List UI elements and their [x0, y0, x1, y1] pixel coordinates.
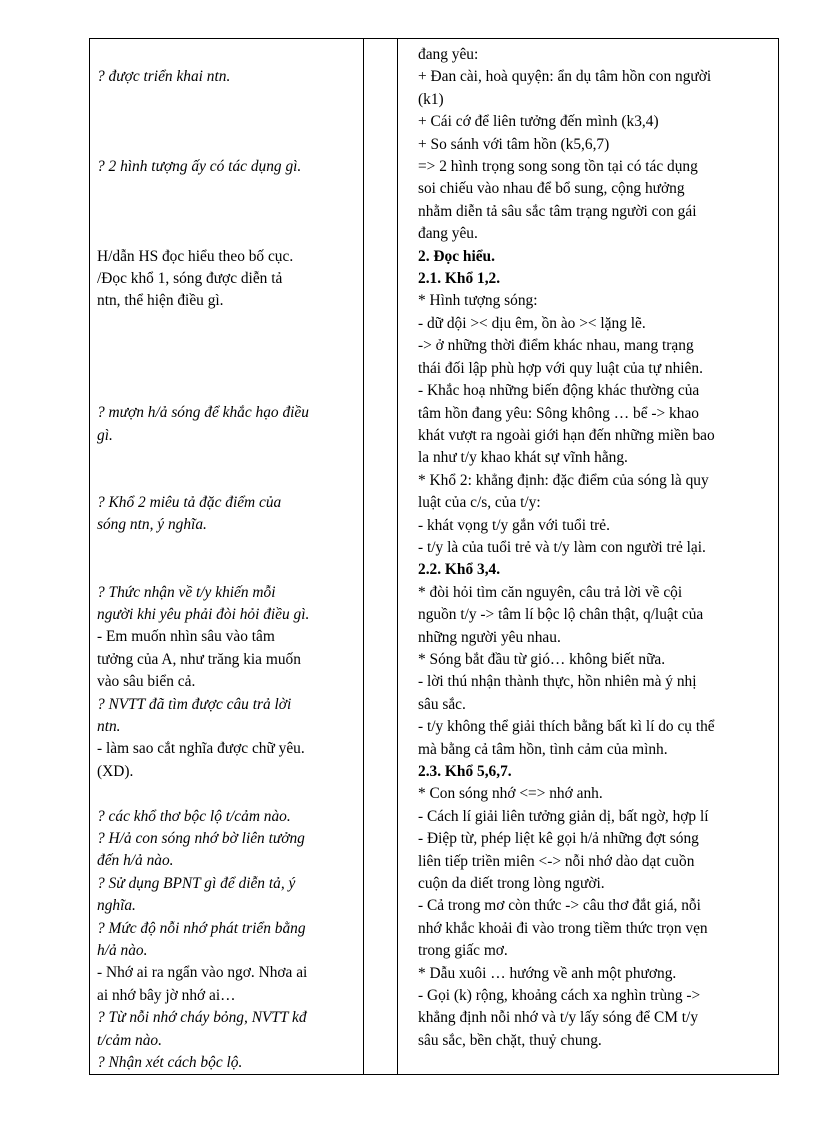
left-line: sóng ntn, ý nghĩa.: [97, 516, 207, 534]
left-line: - làm sao cắt nghĩa được chữ yêu.: [97, 740, 305, 758]
left-line: ? mượn h/ả sóng để khắc hạo điều: [97, 404, 309, 422]
left-line: [97, 134, 356, 156]
left-line: ? Thức nhận về t/y khiến mỗi: [97, 583, 276, 601]
right-line: mà bằng cả tâm hồn, tình cảm của mình.: [418, 740, 668, 758]
left-line: ? Khổ 2 miêu tả đặc điểm của: [97, 493, 282, 511]
right-line: - Khắc hoạ những biến động khác thường của: [418, 382, 700, 400]
right-line: nguồn t/y -> tâm lí bộc lộ chân thật, q/luật của: [418, 606, 704, 624]
right-line: - t/y là của tuổi trẻ và t/y làm con người trẻ lại.: [418, 538, 706, 556]
right-line: liên tiếp triền miên <-> nỗi nhớ dào dạt cuồn: [418, 852, 695, 870]
left-line: gì.: [97, 426, 113, 444]
right-line: * Khổ 2: khẳng định: đặc điểm của sóng là quy: [418, 471, 709, 489]
left-line: [97, 201, 356, 223]
right-line: những người yêu nhau.: [418, 628, 561, 646]
left-line: [97, 358, 356, 380]
divider-column: [364, 39, 398, 1075]
right-line: - Cả trong mơ còn thức -> câu thơ đắt giá, nỗi: [418, 897, 701, 915]
right-line: + So sánh với tâm hồn (k5,6,7): [418, 135, 610, 153]
left-line: ? các khổ thơ bộc lộ t/cảm nào.: [97, 807, 291, 825]
left-line: - Nhớ ai ra ngẩn vào ngơ. Nhơa ai: [97, 964, 308, 982]
right-line: la như t/y khao khát sự vĩnh hằng.: [418, 449, 628, 467]
left-line: [97, 44, 356, 66]
right-line: 2. Đọc hiểu.: [418, 247, 495, 265]
left-line: [97, 89, 356, 111]
left-line: ? Nhận xét cách bộc lộ.: [97, 1054, 243, 1072]
right-line: đang yêu.: [418, 225, 478, 243]
right-line: cuộn da diết trong lòng người.: [418, 875, 605, 893]
right-line: -> ở những thời điểm khác nhau, mang trạng: [418, 337, 694, 355]
left-line: /Đọc khổ 1, sóng được diễn tả: [97, 269, 283, 287]
right-line: * Hình tượng sóng:: [418, 292, 538, 310]
left-line: ? H/ả con sóng nhớ bờ liên tưởng: [97, 829, 305, 847]
left-line: [97, 313, 356, 335]
right-line: khẳng định nỗi nhớ và t/y lấy sóng để CM t/y: [418, 1009, 699, 1027]
left-line: ? 2 hình tượng ấy có tác dụng gì.: [97, 157, 302, 175]
lesson-content-text: [398, 39, 778, 1052]
left-line: ai nhớ bây jờ nhớ ai…: [97, 986, 236, 1004]
right-line: 2.3. Khổ 5,6,7.: [418, 763, 512, 780]
left-line: [97, 537, 356, 559]
right-line: - khát vọng t/y gắn với tuổi trẻ.: [418, 516, 610, 534]
left-line: h/ả nào.: [97, 942, 148, 959]
left-line: t/cảm nào.: [97, 1031, 162, 1049]
left-line: [97, 223, 356, 245]
left-line: đến h/ả nào.: [97, 852, 174, 870]
left-line: [97, 335, 356, 357]
left-line: ? được triển khai ntn.: [97, 68, 231, 86]
left-line: người khi yêu phải đòi hỏi điều gì.: [97, 605, 310, 623]
left-line: ? Mức độ nỗi nhớ phát triển bằng: [97, 919, 306, 937]
teacher-activity-column: [90, 39, 364, 1075]
teacher-activity-text: [90, 39, 363, 1074]
right-line: - Điệp từ, phép liệt kê gọi h/ả những đợt sóng: [418, 830, 699, 848]
left-line: ntn.: [97, 717, 121, 735]
right-line: luật của c/s, của t/y:: [418, 494, 541, 512]
right-line: khát vượt ra ngoài giới hạn đến những miền bao: [418, 426, 715, 444]
right-line: sâu sắc, bền chặt, thuỷ chung.: [418, 1031, 602, 1049]
right-line: - t/y không thể giải thích bằng bất kì lí do cụ thể: [418, 718, 715, 736]
right-line: - Cách lí giải liên tưởng giản dị, bất ngờ, hợp lí: [418, 807, 709, 825]
right-line: nhớ khắc khoải đi vào trong tiềm thức trọn vẹn: [418, 919, 708, 937]
left-line: tưởng của A, như trăng kia muốn: [97, 650, 301, 668]
right-line: (k1): [418, 90, 444, 108]
left-line: [97, 783, 356, 805]
right-line: 2.1. Khổ 1,2.: [418, 270, 501, 288]
left-line: [97, 380, 356, 402]
left-line: [97, 447, 356, 469]
left-line: [97, 178, 356, 200]
right-line: * đòi hỏi tìm căn nguyên, câu trả lời về cội: [418, 583, 683, 601]
right-line: * Con sóng nhớ <=> nhớ anh.: [418, 785, 603, 803]
left-line: vào sâu biển cả.: [97, 673, 196, 691]
right-line: => 2 hình trọng song song tồn tại có tác dụng: [418, 158, 698, 176]
lesson-plan-table: [89, 38, 779, 1075]
right-line: đang yêu:: [418, 46, 479, 63]
right-line: - Gọi (k) rộng, khoảng cách xa nghìn trùng ->: [418, 987, 701, 1005]
left-line: ? Sử dụng BPNT gì để diễn tả, ý: [97, 874, 296, 892]
left-line: H/dẫn HS đọc hiểu theo bố cục.: [97, 247, 294, 265]
left-line: [97, 559, 356, 581]
left-line: - Em muốn nhìn sâu vào tâm: [97, 628, 275, 646]
right-line: + Cái cớ để liên tưởng đến mình (k3,4): [418, 113, 659, 131]
right-line: 2.2. Khổ 3,4.: [418, 561, 501, 579]
right-line: * Dẫu xuôi … hướng về anh một phương.: [418, 964, 677, 982]
left-line: ? Từ nỗi nhớ cháy bỏng, NVTT kđ: [97, 1009, 307, 1027]
right-line: sâu sắc.: [418, 695, 466, 713]
right-line: * Sóng bắt đầu từ gió… không biết nữa.: [418, 650, 666, 668]
left-line: (XD).: [97, 762, 134, 780]
left-line: [97, 470, 356, 492]
right-line: nhằm diễn tả sâu sắc tâm trạng người con gái: [418, 202, 697, 220]
right-line: thái đối lập phù hợp với quy luật của tự nhiên.: [418, 359, 703, 377]
table-row: [90, 39, 779, 1075]
left-line: ? NVTT đã tìm được câu trả lời: [97, 695, 292, 713]
right-line: - lời thú nhận thành thực, hồn nhiên mà ý nhị: [418, 673, 697, 691]
right-line: trong giấc mơ.: [418, 942, 508, 960]
right-line: + Đan cài, hoà quyện: ẩn dụ tâm hồn con người: [418, 68, 712, 86]
right-line: tâm hồn đang yêu: Sông không … bể -> khao: [418, 404, 699, 422]
right-line: soi chiếu vào nhau để bổ sung, cộng hưởng: [418, 180, 685, 198]
right-line: - dữ dội >< dịu êm, ồn ào >< lặng lẽ.: [418, 314, 646, 332]
lesson-content-column: [398, 39, 779, 1075]
left-line: ntn, thể hiện điều gì.: [97, 292, 224, 310]
left-line: nghĩa.: [97, 897, 136, 915]
left-line: [97, 111, 356, 133]
